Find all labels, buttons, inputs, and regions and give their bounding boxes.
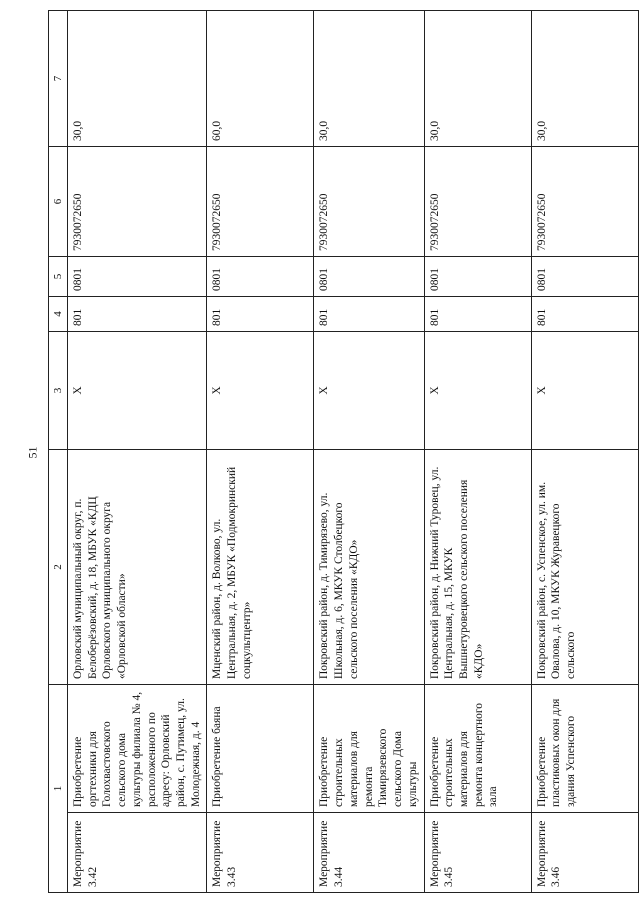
mark-cell: X [207, 332, 314, 450]
table-row [207, 11, 314, 893]
code-cell: 801 [531, 297, 638, 332]
rotated-table-container [48, 11, 592, 893]
address-cell: Покровский район, д. Тимирязево, ул. Школьная, д. 6, МКУК Столбецкого сельского поселения «КДО» [314, 450, 424, 685]
measure-id-cell: Мероприятие 3.43 [207, 813, 314, 893]
header-cell-7: 7 [49, 11, 68, 147]
target-code-cell: 7930072650 [424, 147, 531, 257]
measure-description-cell: Приобретение баяна [207, 685, 314, 813]
mark-cell: X [424, 332, 531, 450]
header-cell-5: 5 [49, 257, 68, 297]
header-cell-1: 1 [49, 685, 68, 893]
header-cell-2: 2 [49, 450, 68, 685]
amount-cell: 30,0 [424, 11, 531, 147]
code-cell: 801 [207, 297, 314, 332]
address-cell: Покровский район, д. Нижний Туровец, ул. Центральная, д. 15, МКУК Вышнетуровецкого сельского поселения «КДО» [424, 450, 531, 685]
table-row [68, 11, 207, 893]
measure-description-cell: Приобретение строительных материалов для ремонта концертного зала [424, 685, 531, 813]
code-cell: 801 [68, 297, 207, 332]
amount-cell: 30,0 [314, 11, 424, 147]
address-cell: Покровский район, с. Успенское, ул. им. Овалова, д. 10, МКУК Журавецкого сельского [531, 450, 638, 685]
amount-cell: 60,0 [207, 11, 314, 147]
section-cell: 0801 [207, 257, 314, 297]
address-cell: Орловский муниципальный округ, п. Белоберёзовский, д. 18, МБУК «КДЦ Орловского муниципального округа «Орловской области» [68, 450, 207, 685]
target-code-cell: 7930072650 [68, 147, 207, 257]
measure-id-cell: Мероприятие 3.46 [531, 813, 638, 893]
section-cell: 0801 [68, 257, 207, 297]
target-code-cell: 7930072650 [207, 147, 314, 257]
header-cell-4: 4 [49, 297, 68, 332]
table-row [531, 11, 638, 893]
address-cell: Мценский район, д. Волково, ул. Центральная, д. 2, МБУК «Подмокринский соцкультцентр» [207, 450, 314, 685]
measure-description-cell: Приобретение пластиковых окон для здания Успенского [531, 685, 638, 813]
amount-cell: 30,0 [531, 11, 638, 147]
mark-cell: X [314, 332, 424, 450]
table-row [424, 11, 531, 893]
section-cell: 0801 [314, 257, 424, 297]
mark-cell: X [531, 332, 638, 450]
measure-id-cell: Мероприятие 3.45 [424, 813, 531, 893]
target-code-cell: 7930072650 [531, 147, 638, 257]
section-cell: 0801 [424, 257, 531, 297]
code-cell: 801 [314, 297, 424, 332]
code-cell: 801 [424, 297, 531, 332]
table-header-row [49, 11, 68, 893]
mark-cell: X [68, 332, 207, 450]
measure-id-cell: Мероприятие 3.42 [68, 813, 207, 893]
page-number: 51 [25, 446, 40, 459]
target-code-cell: 7930072650 [314, 147, 424, 257]
section-cell: 0801 [531, 257, 638, 297]
header-cell-6: 6 [49, 147, 68, 257]
measure-description-cell: Приобретение оргтехники для Голохвастовского сельского дома культуры филиала № 4, расположенного по адресу: Орловский район, с. Путимец, ул. Молодежная, д. 4 [68, 685, 207, 813]
header-cell-3: 3 [49, 332, 68, 450]
measures-table [48, 10, 639, 893]
measure-description-cell: Приобретение строительных материалов для ремонта Тимирязевского сельского Дома культуры [314, 685, 424, 813]
measure-id-cell: Мероприятие 3.44 [314, 813, 424, 893]
amount-cell: 30,0 [68, 11, 207, 147]
table-row [314, 11, 424, 893]
